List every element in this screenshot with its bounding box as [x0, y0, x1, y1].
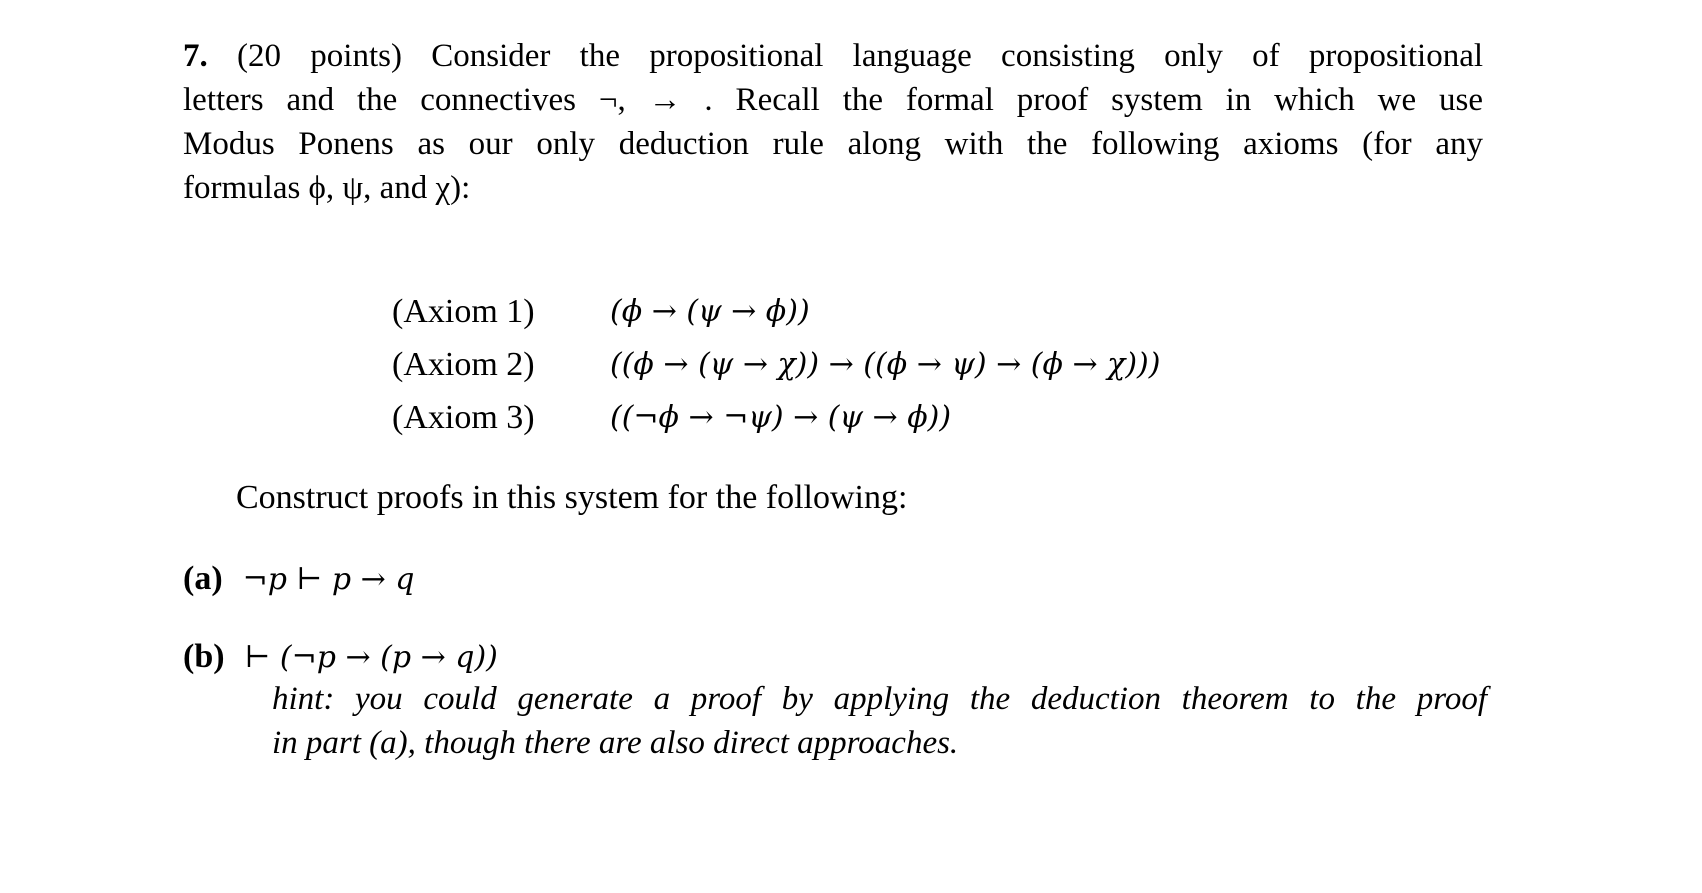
axiom-label: (Axiom 1): [392, 293, 535, 330]
problem-intro-line-4: formulas ϕ, ψ, and χ):: [183, 170, 471, 206]
problem-intro-line-3: Modus Ponens as our only deduction rule along with the following axioms (for any: [183, 126, 1483, 162]
axiom-row: [392, 285, 1160, 338]
axiom-formula: ((ϕ → (ψ → χ)) → ((ϕ → ψ) → (ϕ → χ))): [610, 347, 1161, 382]
axiom-label: (Axiom 3): [392, 399, 535, 436]
axiom-formula: (ϕ → (ψ → ϕ)): [610, 294, 810, 329]
axiom-row: [392, 391, 1160, 444]
problem-points: (20 points): [237, 38, 402, 74]
hint-line-2: in part (a), though there are also direct approaches.: [272, 725, 959, 761]
part-a: [183, 557, 414, 602]
problem-statement: [183, 34, 1483, 210]
part-a-label: (a): [183, 560, 223, 597]
problem-number: 7.: [183, 38, 208, 74]
axiom-row: [392, 338, 1160, 391]
hint-line-1: hint: you could generate a proof by applying the deduction theorem to the proof: [272, 681, 1487, 717]
problem-intro-line-2: letters and the connectives ¬, → . Recall the formal proof system in which we use: [183, 82, 1483, 118]
axiom-label: (Axiom 2): [392, 346, 535, 383]
axiom-formula: ((¬ϕ → ¬ψ) → (ψ → ϕ)): [610, 400, 952, 435]
part-b: [183, 635, 498, 680]
part-b-label: (b): [183, 638, 225, 675]
construct-instruction: Construct proofs in this system for the following:: [236, 479, 908, 516]
part-b-hint: [272, 677, 1487, 765]
problem-intro-line-1: Consider the propositional language consisting only of propositional: [431, 38, 1484, 74]
axiom-list: [392, 285, 1160, 444]
part-b-statement: ⊢ (¬p → (p → q)): [244, 640, 498, 675]
problem-line-1: [183, 34, 1483, 78]
part-a-statement: ¬p ⊢ p → q: [242, 562, 415, 597]
